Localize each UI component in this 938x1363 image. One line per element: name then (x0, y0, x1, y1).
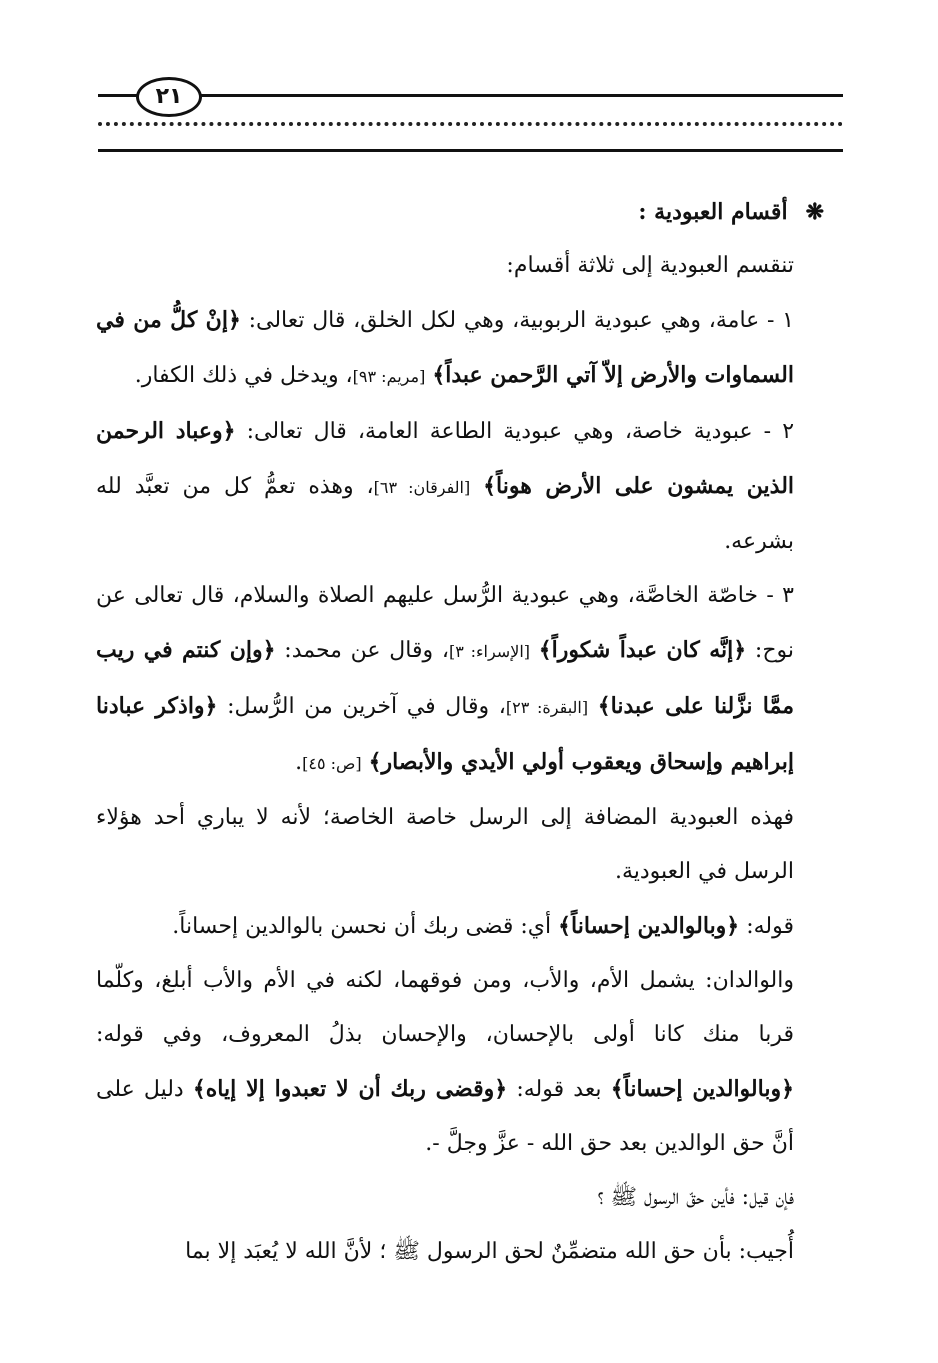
heading-title: أقسام العبودية : (638, 199, 788, 225)
paragraph-qawluh (96, 899, 842, 954)
page-number: ٢١ (136, 77, 202, 117)
section-heading (96, 185, 842, 239)
paragraph-section-2 (96, 404, 842, 569)
paragraph-section-3 (96, 569, 842, 791)
section-2-tail: ، وهذه تعمُّ كل من تعبَّد لله بشرعه. (96, 474, 794, 554)
page-body (96, 185, 842, 1279)
section-3-verse-3: ﴿واذكر عبادنا إبراهيم وإسحاق ويعقوب أولي الأيدي والأبصار﴾ (96, 693, 794, 775)
intro-paragraph: تنقسم العبودية إلى ثلاثة أقسام: (506, 253, 794, 278)
parents-verse-1: ﴿وبالوالدين إحساناً﴾ (610, 1076, 794, 1102)
paragraph-special-servitude: فهذه العبودية المضافة إلى الرسل خاصة الخاصة؛ لأنه لا يباري أحد هؤلاء الرسل في العبودية. (96, 805, 794, 884)
section-2-text: ٢ - عبودية خاصة، وهي عبودية الطاعة العامة، قال تعالى: (246, 419, 795, 444)
section-3-reference-3: [ص: ٤٥] (302, 754, 362, 773)
asterisk-icon: ❋ (805, 199, 824, 225)
section-3-text: ٣ - خاصّة الخاصَّة، وهي عبودية الرُّسل عليهم الصلاة والسلام، قال تعالى عن نوح: (96, 583, 795, 663)
section-3-connector-2: ، وقال في آخرين من الرُّسل: (227, 694, 506, 719)
paragraph-section-1 (96, 293, 842, 404)
section-3-reference-2: [البقرة: ٢٣] (505, 698, 589, 717)
section-3-tail: . (295, 750, 303, 775)
section-2-reference: [الفرقان: ٦٣] (373, 478, 471, 497)
qawluh-text: قوله: (746, 914, 794, 939)
qawluh-verse: ﴿وبالوالدين إحساناً﴾ (558, 913, 740, 939)
paragraph-question: فإن قيل: فأين حقّ الرسول ﷺ ؟ (597, 1185, 794, 1210)
header-rule-bottom (98, 149, 843, 152)
section-1-reference: [مريم: ٩٣] (352, 367, 426, 386)
paragraph-parents (96, 954, 842, 1171)
header-dotted-rule (98, 122, 843, 136)
parents-connector: بعد قوله: (516, 1077, 602, 1102)
page-header (98, 72, 843, 162)
parents-tail: دليل على أنَّ حق الوالدين بعد حق الله - عزَّ وجلَّ -. (96, 1077, 794, 1156)
section-1-tail: ، ويدخل في ذلك الكفار. (134, 363, 353, 388)
parents-verse-2: ﴿وقضى ربك أن لا تعبدوا إلا إياه﴾ (192, 1076, 508, 1102)
section-1-verse: ﴿إنْ كلُّ من في السماوات والأرض إلاّ آتي الرَّحمن عبداً﴾ (96, 307, 794, 388)
section-1-text: ١ - عامة، وهي عبودية الربوبية، وهي لكل الخلق، قال تعالى: (248, 308, 794, 333)
header-rule-top (98, 94, 843, 97)
section-3-reference-1: [الإسراء: ٣] (448, 642, 531, 661)
section-3-connector-1: ، وقال عن محمد: (284, 638, 449, 663)
section-2-verse: ﴿وعباد الرحمن الذين يمشون على الأرض هوناً﴾ (96, 418, 795, 499)
paragraph-answer: أُجيب: بأن حق الله متضمِّنٌ لحق الرسول ﷺ ؛ لأنَّ الله لا يُعبَد إلا بما (185, 1239, 794, 1264)
section-3-verse-1: ﴿إنَّه كان عبداً شكوراً﴾ (538, 637, 747, 663)
section-3-verse-2: ﴿وإن كنتم في ريب ممَّا نزَّلنا على عبدنا﴾ (96, 637, 794, 719)
qawluh-tail: أي: قضى ربك أن نحسن بالوالدين إحساناً. (172, 914, 552, 939)
parents-text: والوالدان: يشمل الأم، والأب، ومن فوقهما، لكنه في الأم والأب أبلغ، وكلّما قربا منك كانا أولى بالإحسان، والإحسان بذلُ المعروف، وفي قوله: (96, 968, 794, 1047)
